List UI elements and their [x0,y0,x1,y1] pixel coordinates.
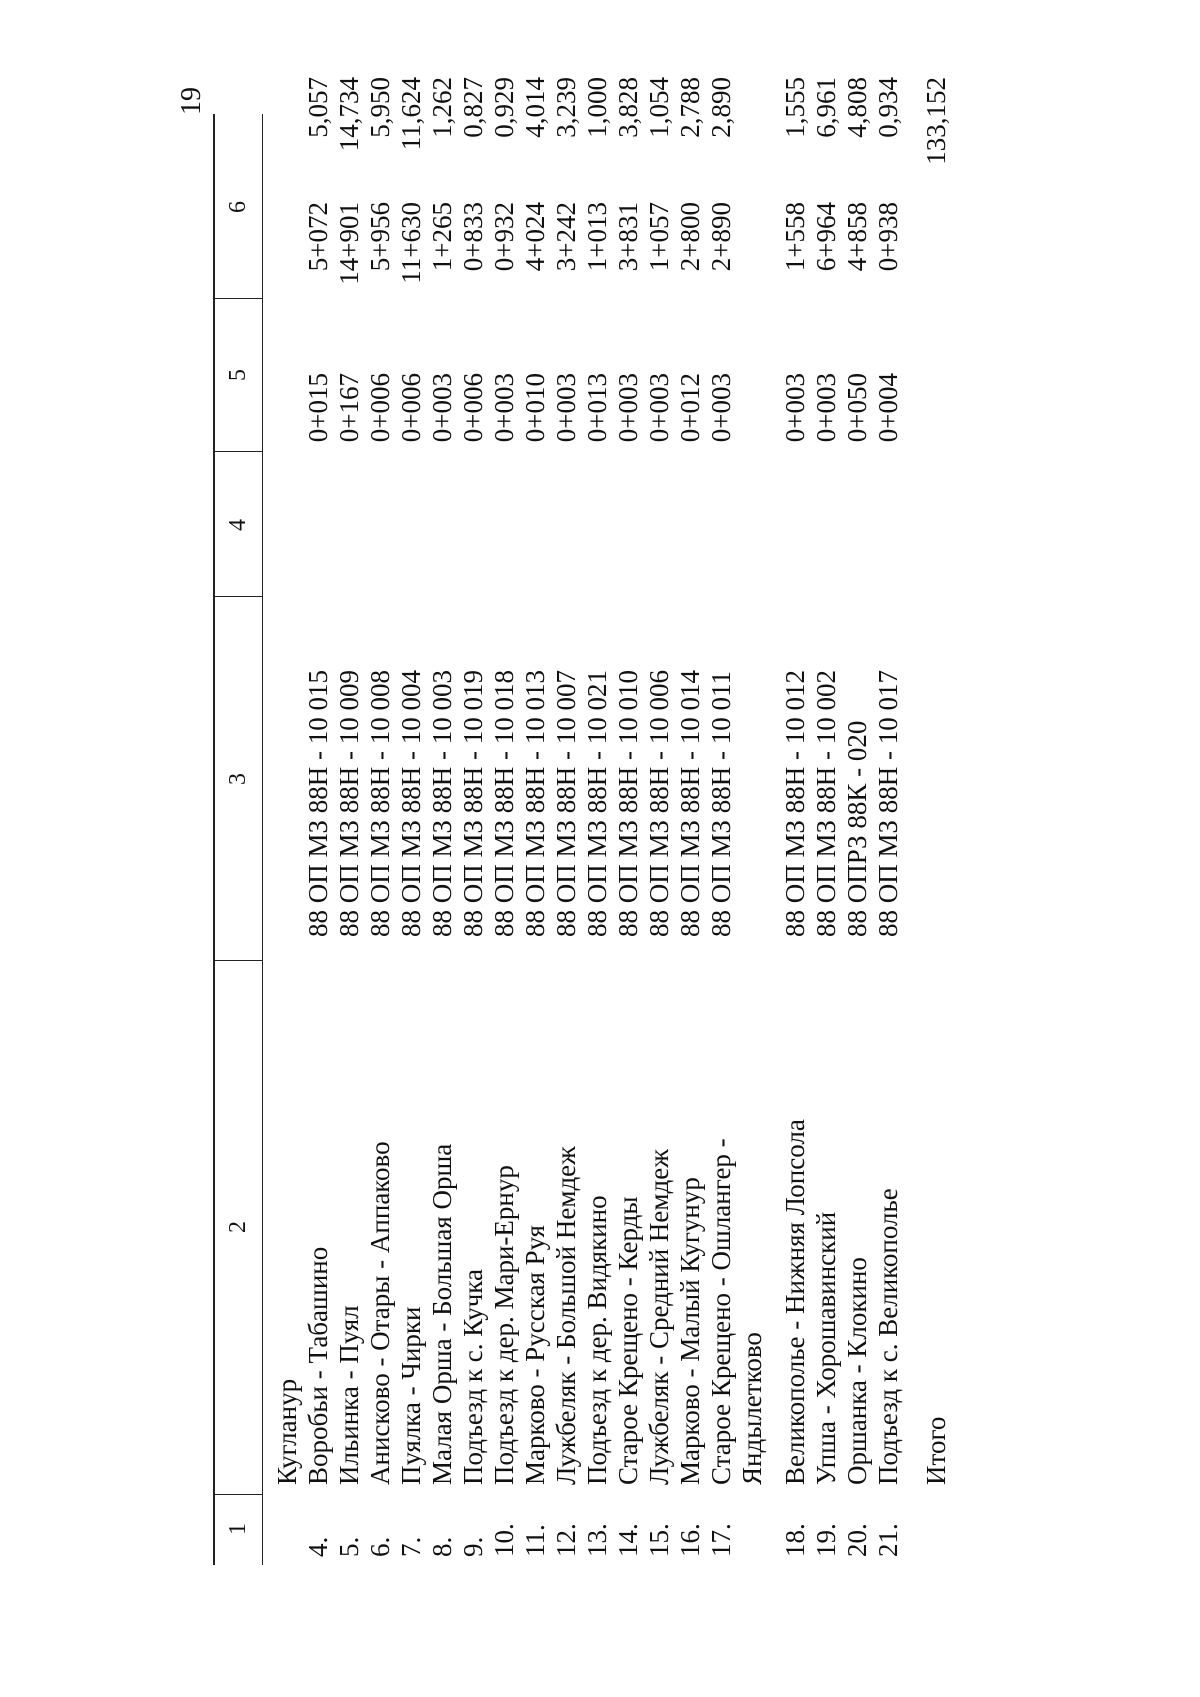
table-row [303,0,334,1697]
row-number: 7. [396,1536,426,1557]
start-km: 0+003 [613,373,643,443]
length-km: 4,014 [520,77,550,138]
road-name: Лужбеляк - Средний Немдеж [644,1149,674,1485]
road-id-code: 88 ОП МЗ 88Н - 10 006 [644,669,674,937]
row-number: 4. [303,1536,333,1557]
end-km: 4+024 [520,202,550,272]
row-number: 11. [520,1524,550,1557]
length-km: 4,808 [842,77,872,138]
table-row [427,0,458,1697]
column-header-4: 4 [225,519,251,531]
end-km: 1+558 [780,202,810,272]
road-name: Марково - Русская Руя [520,1225,550,1485]
end-km: 4+858 [842,202,872,272]
road-id-code: 88 ОП МЗ 88Н - 10 013 [520,669,550,937]
road-id-code: 88 ОП МЗ 88Н - 10 008 [365,669,395,937]
table-row [842,0,873,1697]
road-name: Малая Орша - Большая Орша [427,1143,457,1485]
length-km: 5,057 [303,77,333,138]
road-name: Подъезд к дер. Мари-Ернур [489,1165,519,1485]
length-km: 1,262 [427,77,457,138]
road-id-code: 88 ОП МЗ 88Н - 10 017 [873,669,903,937]
row-number: 9. [458,1536,488,1557]
row-number: 13. [582,1523,612,1557]
start-km: 0+010 [520,373,550,443]
road-id-code: 88 ОП МЗ 88Н - 10 009 [334,669,364,937]
end-km: 14+901 [334,202,364,285]
road-name: Подъезд к с. Великополье [873,1188,903,1485]
road-name: Старое Крещено - Керды [613,1196,643,1485]
road-name: Подъезд к с. Кучка [458,1269,488,1485]
table-top-rule [213,114,215,1565]
end-km: 0+932 [489,202,519,272]
road-name: Великополье - Нижняя Лопсола [780,1119,810,1485]
road-name: Оршанка - Клокино [842,1257,872,1485]
road-name: Пуялка - Чирки [396,1306,426,1485]
road-id-code: 88 ОП МЗ 88Н - 10 004 [396,669,426,937]
header-bottom-rule [262,114,263,1565]
length-km: 3,828 [613,77,643,138]
length-km: 11,624 [396,77,426,151]
road-name: Яндылетково [737,1332,767,1485]
start-km: 0+003 [644,373,674,443]
end-km: 6+964 [811,202,841,272]
start-km: 0+013 [582,373,612,443]
start-km: 0+003 [811,373,841,443]
column-header-6: 6 [225,201,251,213]
table-row [458,0,489,1697]
row-number: 17. [706,1523,736,1557]
road-id-code: 88 ОП МЗ 88Н - 10 011 [706,670,736,937]
road-name: Анисково - Отары - Аппаково [365,1141,395,1485]
length-km: 2,890 [706,77,736,138]
road-id-code: 88 ОП МЗ 88Н - 10 018 [489,669,519,937]
end-km: 2+800 [675,202,705,272]
end-km: 3+242 [551,202,581,272]
table-row [644,0,675,1697]
column-separator [213,960,262,961]
length-km: 2,788 [675,77,705,138]
table-row [396,0,427,1697]
column-separator [213,596,262,597]
road-name: Воробьи - Табашино [303,1246,333,1485]
end-km: 2+890 [706,202,736,272]
road-name: Старое Крещено - Ошлангер - [706,1138,736,1485]
road-id-code: 88 ОП МЗ 88Н - 10 014 [675,669,705,937]
road-id-code: 88 ОП МЗ 88Н - 10 002 [811,669,841,937]
row-number: 20. [842,1523,872,1557]
end-km: 0+938 [873,202,903,272]
table-row [613,0,644,1697]
table-row [520,0,551,1697]
end-km: 1+013 [582,202,612,272]
carryover-row [272,0,303,1697]
start-km: 0+003 [551,373,581,443]
length-km: 0,827 [458,77,488,138]
length-km: 1,000 [582,77,612,138]
row-number: 18. [780,1523,810,1557]
table-row [334,0,365,1697]
start-km: 0+003 [427,373,457,443]
road-name: Ильинка - Пуял [334,1305,364,1485]
start-km: 0+050 [842,373,872,443]
end-km: 11+630 [396,202,426,284]
road-name: Упша - Хорошавинский [811,1211,841,1485]
row-number: 15. [644,1523,674,1557]
length-km: 14,734 [334,77,364,152]
row-number: 5. [334,1536,364,1557]
column-header-3: 3 [225,773,251,785]
start-km: 0+003 [706,373,736,443]
length-km: 1,054 [644,77,674,138]
row-number: 14. [613,1523,643,1557]
row-number: 21. [873,1523,903,1557]
road-id-code: 88 ОП МЗ 88Н - 10 012 [780,669,810,937]
road-name: Лужбеляк - Большой Немдеж [551,1146,581,1485]
road-id-code: 88 ОП МЗ 88Н - 10 003 [427,669,457,937]
start-km: 0+004 [873,373,903,443]
length-km: 1,555 [780,77,810,138]
total-row [920,0,952,1697]
start-km: 0+006 [365,373,395,443]
start-km: 0+006 [396,373,426,443]
start-km: 0+015 [303,373,333,443]
carryover-text: Кугланур [272,1378,302,1485]
row-number: 19. [811,1523,841,1557]
column-header-5: 5 [225,369,251,381]
end-km: 5+072 [303,202,333,272]
table-row [675,0,706,1697]
table-row [780,0,811,1697]
length-km: 0,929 [489,77,519,138]
column-header-2: 2 [225,1221,251,1233]
page-number: 19 [176,87,207,115]
length-km: 6,961 [811,77,841,138]
road-id-code: 88 ОП МЗ 88Н - 10 007 [551,669,581,937]
total-value: 133,152 [921,77,951,165]
length-km: 5,950 [365,77,395,138]
row-number: 8. [427,1536,457,1557]
length-km: 0,934 [873,77,903,138]
start-km: 0+167 [334,373,364,443]
end-km: 3+831 [613,202,643,272]
start-km: 0+003 [780,373,810,443]
table-row [582,0,613,1697]
end-km: 1+265 [427,202,457,272]
road-name: Подъезд к дер. Видякино [582,1195,612,1485]
table-row [873,0,904,1697]
table-row-continuation [737,0,768,1697]
column-separator [213,451,262,452]
start-km: 0+006 [458,373,488,443]
row-number: 10. [489,1523,519,1557]
total-label: Итого [921,1416,951,1485]
table-row [489,0,520,1697]
column-separator [213,1494,262,1495]
row-number: 12. [551,1523,581,1557]
end-km: 1+057 [644,202,674,272]
end-km: 0+833 [458,202,488,272]
start-km: 0+003 [489,373,519,443]
table-row [365,0,396,1697]
road-id-code: 88 ОП МЗ 88Н - 10 021 [582,669,612,937]
road-name: Марково - Малый Кугунур [675,1177,705,1485]
row-number: 16. [675,1523,705,1557]
column-header-1: 1 [225,1523,251,1535]
length-km: 3,239 [551,77,581,138]
row-number: 6. [365,1536,395,1557]
road-id-code: 88 ОП МЗ 88Н - 10 015 [303,669,333,937]
road-id-code: 88 ОП МЗ 88Н - 10 019 [458,669,488,937]
table-row [811,0,842,1697]
road-id-code: 88 ОПРЗ 88К - 020 [842,720,872,937]
end-km: 5+956 [365,202,395,272]
road-id-code: 88 ОП МЗ 88Н - 10 010 [613,669,643,937]
start-km: 0+012 [675,373,705,443]
table-row [551,0,582,1697]
column-separator [213,298,262,299]
table-row [706,0,737,1697]
